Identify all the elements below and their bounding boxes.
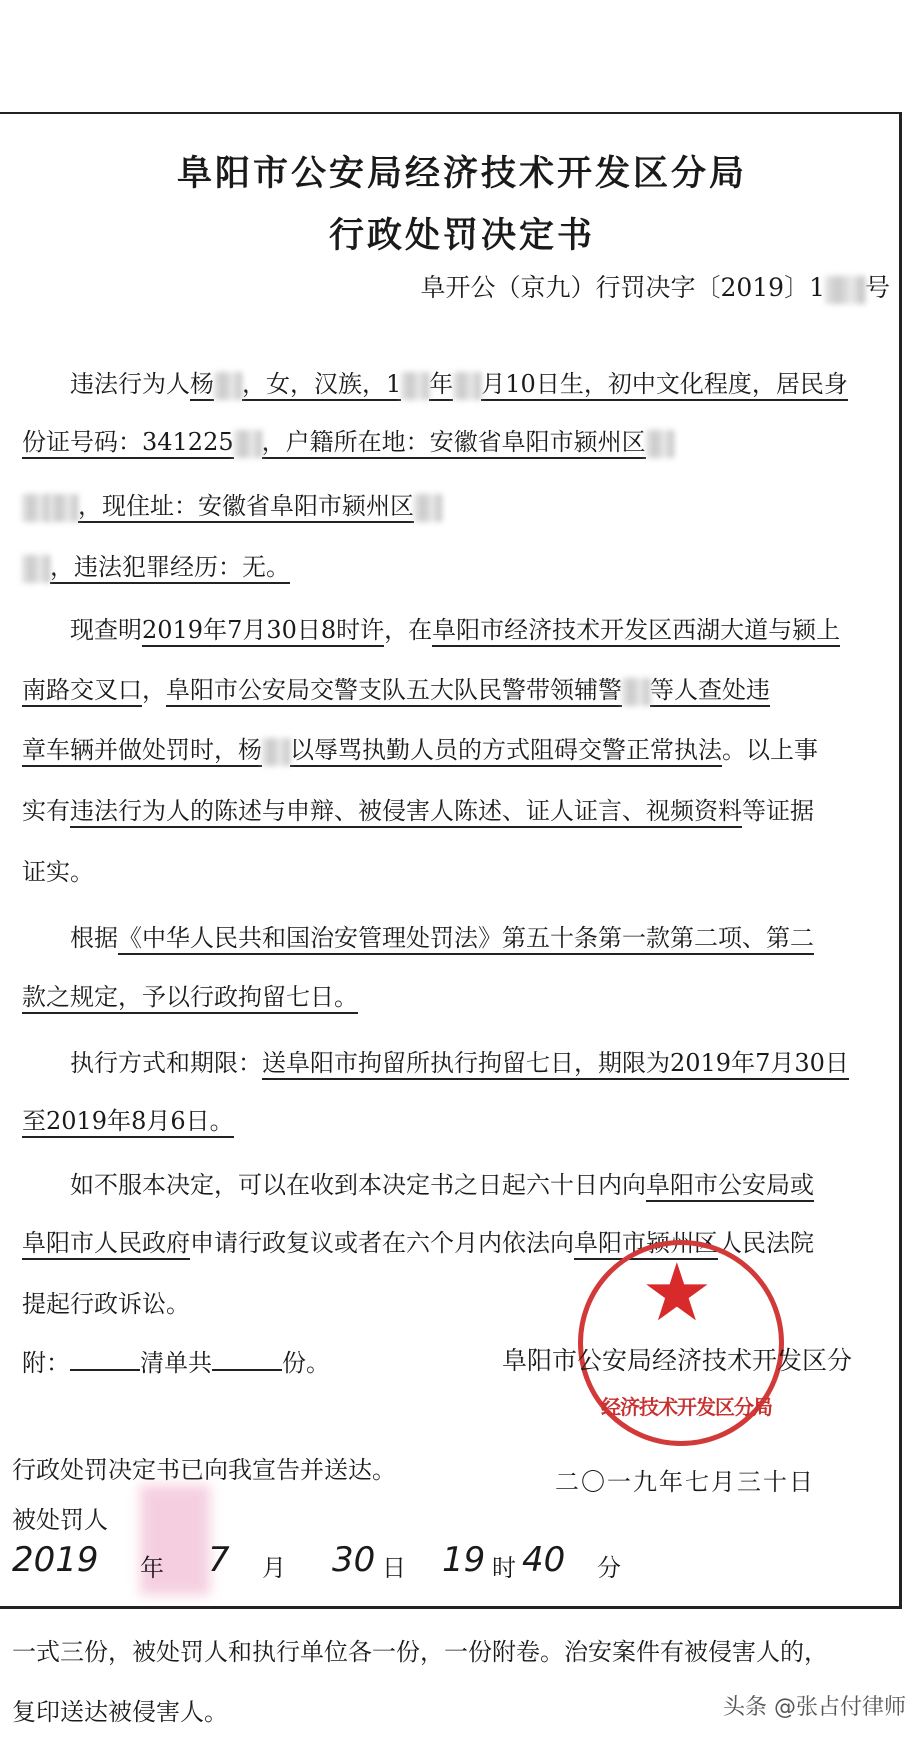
body-text: 现查明 bbox=[22, 616, 142, 644]
doc-number-prefix: 阜开公（京九）行罚决字〔2019〕1 bbox=[420, 273, 825, 302]
underlined-text: 阜阳市人民政府 bbox=[22, 1229, 190, 1260]
handwritten-value: 30 bbox=[332, 1540, 376, 1580]
body-text: 提起行政诉讼。 bbox=[22, 1290, 190, 1318]
underlined-text: 阜阳市颍州区 bbox=[574, 1229, 718, 1260]
date-unit-label: 时 bbox=[492, 1554, 516, 1582]
body-text: 证实。 bbox=[22, 858, 94, 886]
body-line bbox=[22, 549, 290, 585]
body-text: ，在 bbox=[384, 616, 433, 644]
redacted-block bbox=[825, 276, 865, 304]
handwritten-value: 40 bbox=[522, 1540, 566, 1580]
body-text: 违法行为人 bbox=[22, 370, 190, 398]
star-icon: ★ bbox=[641, 1246, 713, 1339]
redacted-block bbox=[22, 555, 50, 583]
body-text: 申请行政复议或者在六个月内依法向 bbox=[190, 1229, 574, 1257]
body-text: 实有 bbox=[22, 797, 70, 825]
handwritten-value: 7 bbox=[208, 1540, 230, 1580]
date-unit-label: 月 bbox=[262, 1554, 286, 1582]
watermark: 头条 @张占付律师 bbox=[723, 1695, 906, 1720]
redacted-block bbox=[234, 430, 262, 458]
seal-text: 经济技术开发区分局 bbox=[601, 1395, 772, 1419]
receipt-acknowledgement: 行政处罚决定书已向我宣告并送达。 bbox=[12, 1456, 396, 1484]
body-line bbox=[22, 424, 674, 460]
body-line bbox=[22, 612, 840, 648]
title-document-type: 行政处罚决定书 bbox=[328, 215, 595, 256]
underlined-text: 南路交叉口 bbox=[22, 676, 142, 707]
handwritten-value: 19 bbox=[442, 1540, 486, 1580]
redacted-block bbox=[646, 430, 674, 458]
body-text: 根据 bbox=[22, 924, 118, 952]
date-unit-label: 分 bbox=[597, 1554, 621, 1582]
underlined-text: 章车辆并做处罚时，杨 bbox=[22, 736, 262, 767]
body-text: 附： bbox=[22, 1349, 70, 1377]
underlined-text: 年 bbox=[429, 370, 453, 401]
penalized-person-label: 被处罚人 bbox=[12, 1506, 108, 1534]
title-agency: 阜阳市公安局经济技术开发区分局 bbox=[176, 153, 747, 194]
underlined-text: 至2019年8月6日。 bbox=[22, 1107, 234, 1138]
body-line bbox=[22, 1167, 814, 1203]
blank-field bbox=[70, 1347, 140, 1371]
underlined-text: 2019年7月30日8时许 bbox=[142, 616, 384, 647]
redacted-block bbox=[622, 678, 650, 706]
body-line bbox=[22, 488, 442, 524]
body-line bbox=[22, 1286, 190, 1322]
underlined-text: 月10日生，初中文化程度，居民身 bbox=[481, 370, 848, 401]
footer-note-line1: 一式三份，被处罚人和执行单位各一份，一份附卷。治安案件有被侵害人的， bbox=[12, 1638, 828, 1666]
official-seal bbox=[578, 1240, 784, 1446]
issue-date: 二〇一九年七月三十日 bbox=[555, 1468, 815, 1496]
underlined-text: 杨 bbox=[190, 370, 214, 401]
underlined-text: 款之规定，予以行政拘留七日。 bbox=[22, 983, 358, 1014]
date-unit-label: 日 bbox=[382, 1554, 406, 1582]
underlined-text: ，现住址：安徽省阜阳市颍州区 bbox=[78, 492, 414, 523]
body-line bbox=[22, 732, 818, 768]
handwritten-value: 2019 bbox=[12, 1540, 99, 1580]
underlined-text: ，违法犯罪经历：无。 bbox=[50, 553, 290, 584]
body-text: 。以上事 bbox=[722, 736, 818, 764]
blank-field bbox=[212, 1347, 282, 1371]
doc-number-suffix: 号 bbox=[864, 273, 890, 302]
redacted-block bbox=[414, 494, 442, 522]
body-line bbox=[22, 920, 814, 956]
date-unit-label: 年 bbox=[140, 1554, 164, 1582]
body-text: 人民法院 bbox=[718, 1229, 814, 1257]
body-text: 清单共 bbox=[140, 1349, 212, 1377]
body-text: 执行方式和期限： bbox=[22, 1049, 262, 1077]
issuing-organization: 阜阳市公安局经济技术开发区分 bbox=[502, 1346, 853, 1375]
redacted-block bbox=[22, 494, 50, 522]
underlined-text: 等人查处违 bbox=[650, 676, 770, 707]
body-text: 等证据 bbox=[742, 797, 814, 825]
redacted-block bbox=[401, 372, 429, 400]
underlined-text: 阜阳市经济技术开发区西湖大道与颍上 bbox=[432, 616, 840, 647]
underlined-text: 送阜阳市拘留所执行拘留七日，期限为2019年7月30日 bbox=[262, 1049, 849, 1080]
body-text: 份。 bbox=[282, 1349, 330, 1377]
body-line bbox=[22, 1045, 849, 1081]
underlined-text: 阜阳市公安局或 bbox=[646, 1171, 814, 1202]
underlined-text: ，户籍所在地：安徽省阜阳市颍州区 bbox=[262, 428, 646, 459]
document-number bbox=[420, 268, 890, 304]
body-text: ， bbox=[142, 676, 166, 704]
underlined-text: 份证号码：341225 bbox=[22, 428, 234, 459]
redacted-block bbox=[214, 372, 242, 400]
underlined-text: 违法行为人的陈述与申辩、被侵害人陈述、证人证言、视频资料 bbox=[70, 797, 742, 828]
body-line bbox=[22, 366, 848, 402]
body-line bbox=[22, 793, 814, 829]
body-text: 如不服本决定，可以在收到本决定书之日起六十日内向 bbox=[22, 1171, 646, 1199]
redacted-block bbox=[262, 738, 290, 766]
redacted-block bbox=[50, 494, 78, 522]
body-line bbox=[22, 979, 358, 1015]
underlined-text: 以辱骂执勤人员的方式阻碍交警正常执法 bbox=[290, 736, 722, 767]
body-line bbox=[22, 1345, 330, 1381]
underlined-text: ，女，汉族，1 bbox=[242, 370, 401, 401]
body-line bbox=[22, 672, 770, 708]
body-line bbox=[22, 854, 94, 890]
underlined-text: 《中华人民共和国治安管理处罚法》第五十条第一款第二项、第二 bbox=[118, 924, 814, 955]
redacted-block bbox=[453, 372, 481, 400]
body-line bbox=[22, 1103, 234, 1139]
footer-note-line2: 复印送达被侵害人。 bbox=[12, 1698, 228, 1726]
underlined-text: 阜阳市公安局交警支队五大队民警带领辅警 bbox=[166, 676, 622, 707]
